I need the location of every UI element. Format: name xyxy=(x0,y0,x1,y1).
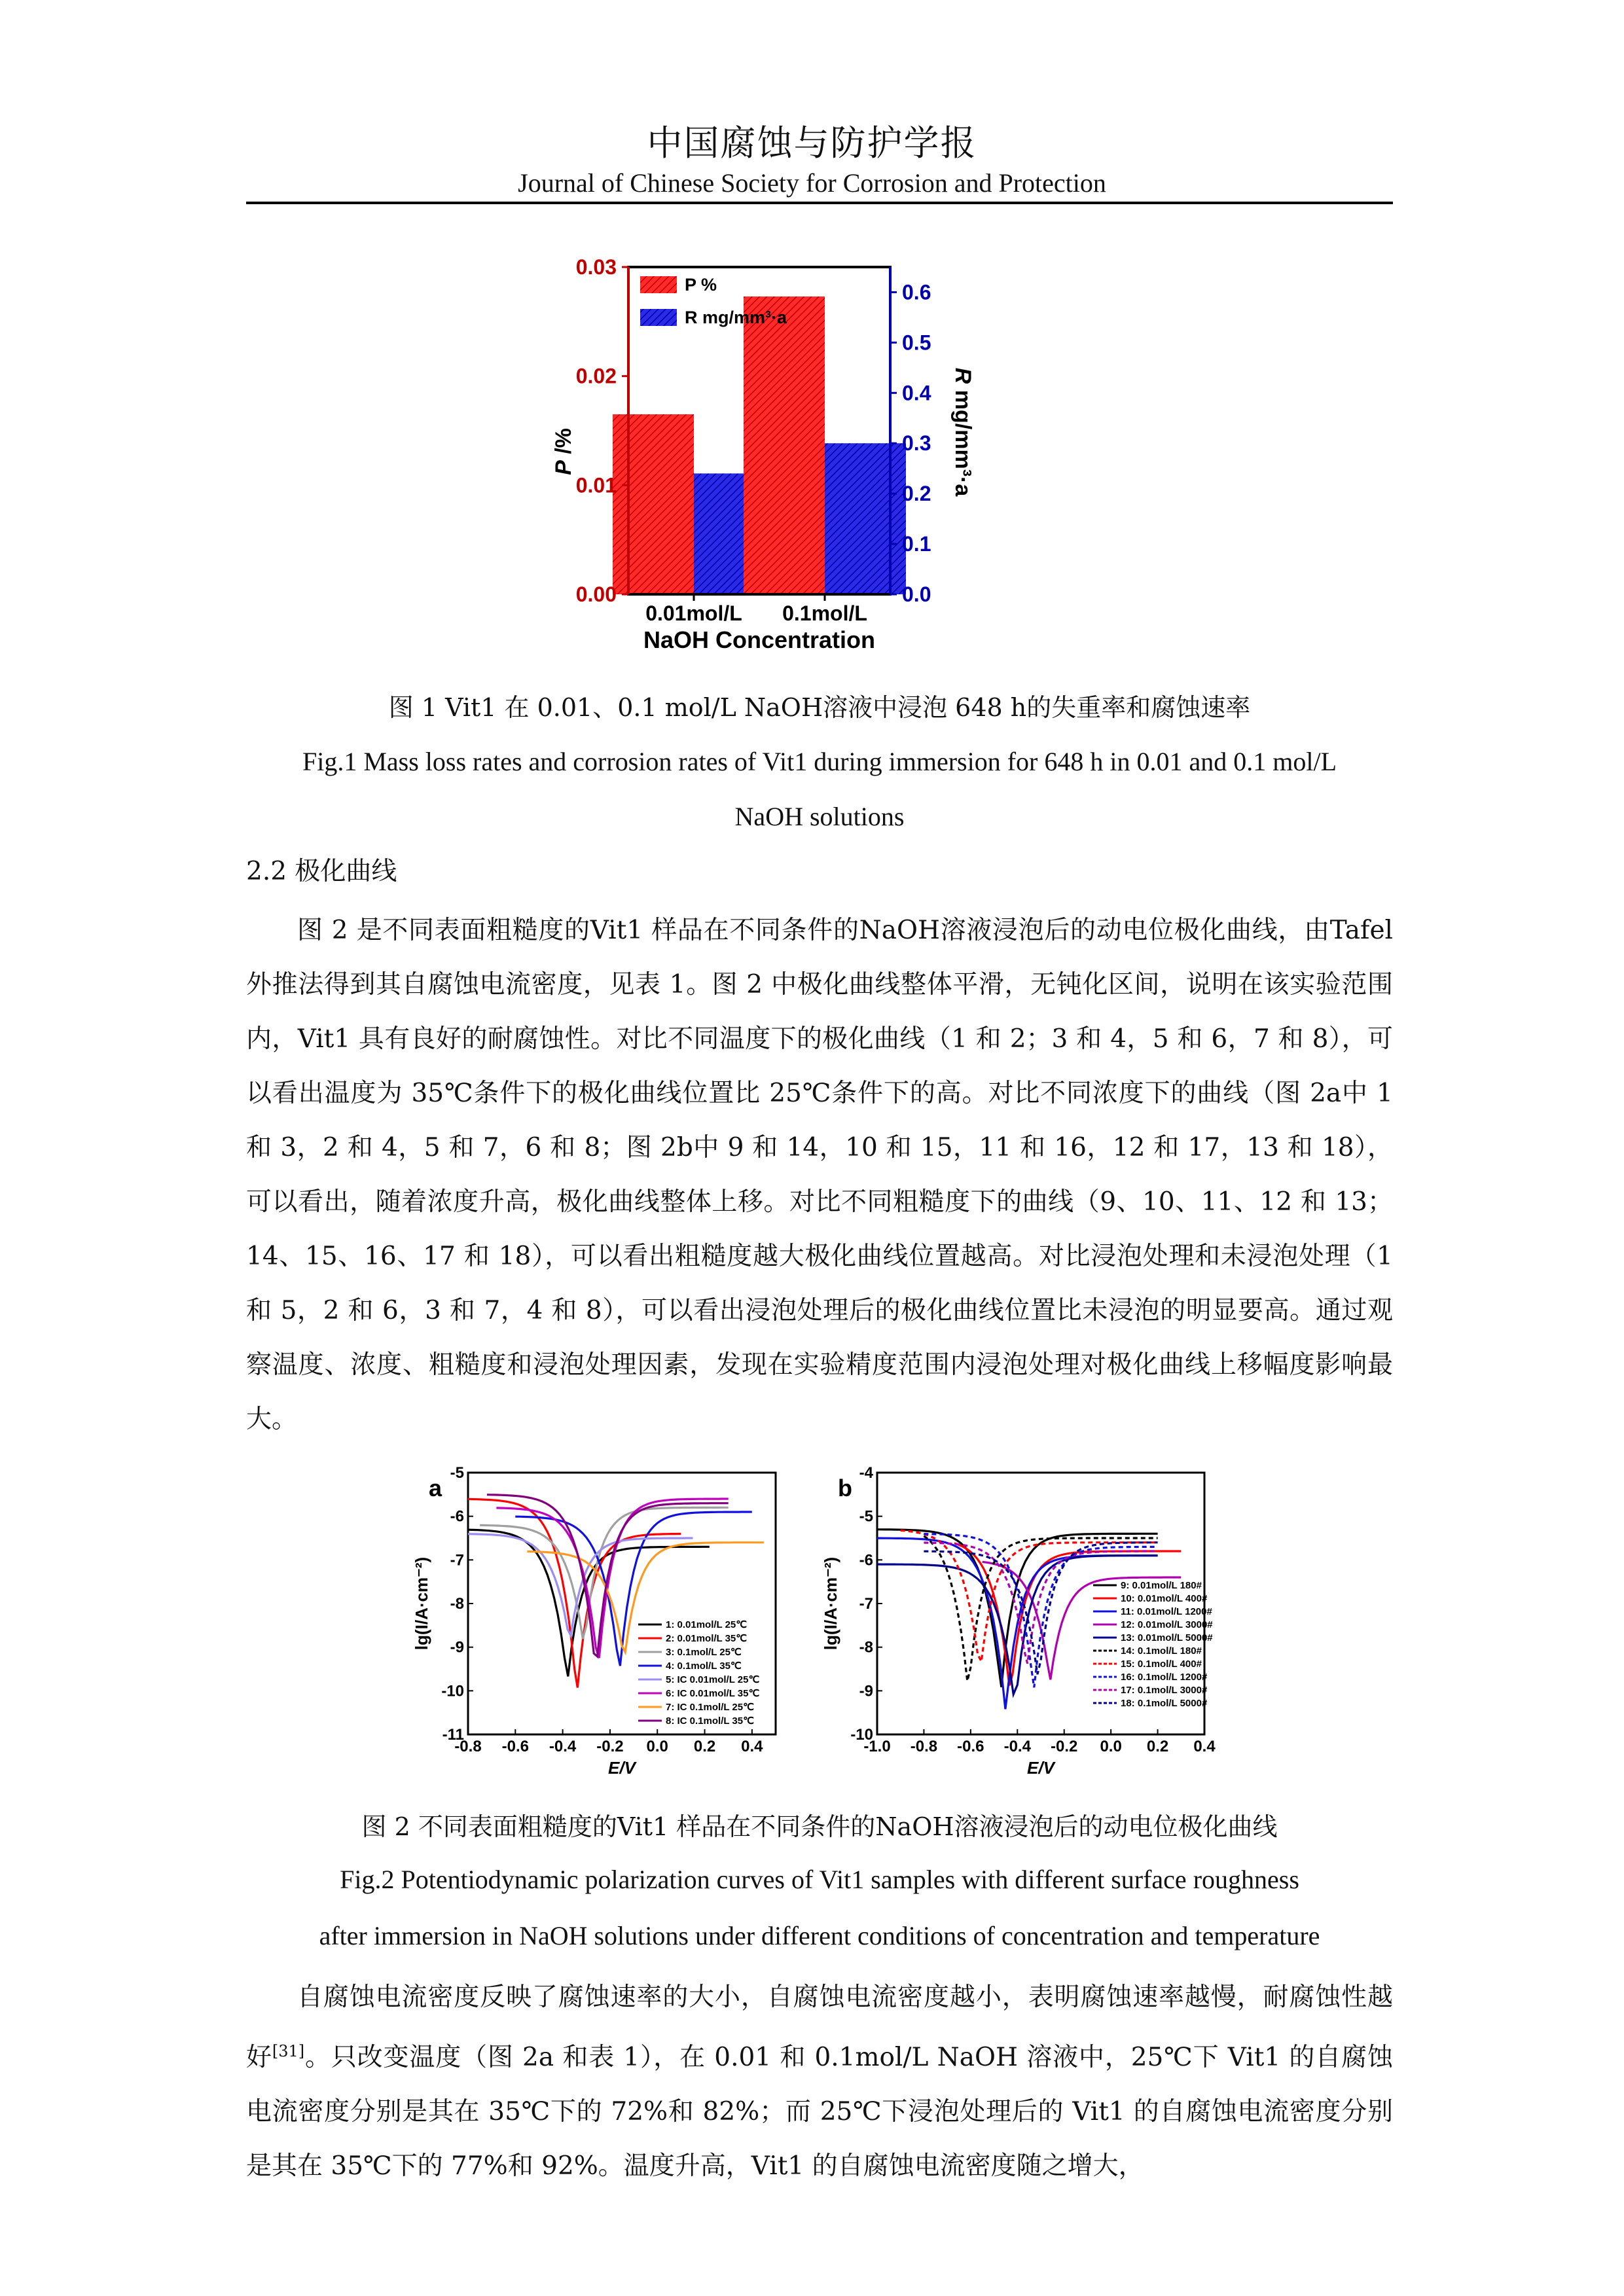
panel-letter: b xyxy=(838,1475,852,1501)
journal-title-cn: 中国腐蚀与防护学报 xyxy=(647,122,977,164)
y-left-tick-3: 0.03 xyxy=(575,255,617,279)
figure2-caption-cn: 图 2 不同表面粗糙度的Vit1 样品在不同条件的NaOH溶液浸泡后的动电位极化曲线 xyxy=(361,1812,1278,1841)
figure2-panel-a xyxy=(406,1460,812,1800)
y-tick-1: -10 xyxy=(441,1682,464,1700)
y-tick-0: -11 xyxy=(442,1726,464,1744)
legend-text-6: 14: 0.1mol/L 180# xyxy=(1121,1645,1202,1657)
legend-swatch-p xyxy=(640,276,677,293)
figure1-caption-cn: 图 1 Vit1 在 0.01、0.1 mol/L NaOH溶液中浸泡 648 h的失重率和腐蚀速率 xyxy=(388,693,1251,722)
y-tick-6: -4 xyxy=(859,1464,873,1482)
legend-text-4: 12: 0.01mol/L 3000# xyxy=(1121,1619,1213,1630)
x-axis-label: E/V xyxy=(1027,1758,1055,1778)
x-tick-1: -0.8 xyxy=(910,1738,938,1755)
bar-r-1 xyxy=(825,443,906,594)
x-tick-0: -1.0 xyxy=(863,1738,891,1755)
curve-8 xyxy=(487,1495,729,1657)
legend-text-7: 15: 0.1mol/L 400# xyxy=(1121,1659,1202,1670)
legend-swatch-r xyxy=(640,309,677,326)
figure1-ylabel-right: R mg/mm³·a xyxy=(950,367,975,497)
y-tick-3: -7 xyxy=(859,1595,873,1613)
x-tick-6: 0.2 xyxy=(1146,1738,1169,1755)
y-left-tick-1: 0.01 xyxy=(575,473,617,497)
x-tick-label-0: 0.01mol/L xyxy=(645,601,742,625)
legend-text-3: 3: 0.1mol/L 25℃ xyxy=(666,1647,742,1658)
y-tick-4: -7 xyxy=(450,1551,464,1570)
y-axis-label: lg(I/A·cm⁻²) xyxy=(821,1556,840,1651)
figure1-caption-en-line2: NaOH solutions xyxy=(734,802,905,831)
y-left-tick-2: 0.02 xyxy=(575,364,617,388)
y-right-tick-3: 0.3 xyxy=(902,431,931,456)
citation-31[interactable]: [31] xyxy=(272,2042,305,2060)
x-tick-2: -0.4 xyxy=(549,1738,577,1755)
x-axis-label: E/V xyxy=(608,1758,636,1778)
x-tick-6: 0.4 xyxy=(741,1738,763,1755)
legend-text-6: 6: IC 0.01mol/L 35℃ xyxy=(666,1688,760,1699)
figure2-panel-b xyxy=(805,1460,1224,1800)
legend-text-8: 16: 0.1mol/L 1200# xyxy=(1121,1672,1208,1683)
paragraph-polarization xyxy=(246,903,1393,1446)
legend-text-8: 8: IC 0.1mol/L 35℃ xyxy=(666,1715,754,1727)
y-tick-5: -6 xyxy=(450,1507,464,1526)
header-rule xyxy=(246,202,1393,204)
x-tick-5: 0.0 xyxy=(1100,1738,1122,1755)
y-tick-1: -9 xyxy=(859,1682,873,1700)
paragraph-2-part2: 。只改变温度（图 2a 和表 1），在 0.01 和 0.1mol/L NaOH 溶液中，25℃下 Vit1 的自腐蚀电流密度分别是其在 35℃下的 72%和 82%；而 25℃下浸泡处理后的 Vit1 的自腐蚀电流密度分别是其在 35℃下的 77%和 92%。温度升高，Vit1 的自腐蚀电流密度随之增大， xyxy=(246,2043,1393,2181)
paragraph-1-text: 图 2 是不同表面粗糙度的Vit1 样品在不同条件的NaOH溶液浸泡后的动电位极化曲线，由Tafel外推法得到其自腐蚀电流密度，见表 1。图 2 中极化曲线整体平滑，无钝化区间，说明在该实验范围内，Vit1 具有良好的耐腐蚀性。对比不同温度下的极化曲线（1 和 2；3 和 4，5 和 6，7 和 8），可以看出温度为 35℃条件下的极化曲线位置比 25℃条件下的高。对比不同浓度下的曲线（图 2a中 1 和 3，2 和 4，5 和 7，6 和 8；图 2b中 9 和 14，10 和 15，11 和 16，12 和 17，13 和 18），可以看出，随着浓度升高，极化曲线整体上移。对比不同粗糙度下的曲线（9、10、11、12 和 13；14、15、16、17 和 18），可以看出粗糙度越大极化曲线位置越高。对比浸泡处理和未浸泡处理（1 和 5，2 和 6，3 和 7，4 和 8），可以看出浸泡处理后的极化曲线位置比未浸泡的明显要高。通过观察温度、浓度、粗糙度和浸泡处理因素，发现在实验精度范围内浸泡处理对极化曲线上移幅度影响最大。 xyxy=(246,916,1393,1434)
x-tick-4: 0.0 xyxy=(646,1738,668,1755)
y-right-tick-2: 0.2 xyxy=(902,482,931,506)
y-left-tick-0: 0.00 xyxy=(575,583,617,606)
x-tick-5: 0.2 xyxy=(693,1738,716,1755)
figure2-caption-en-line1: Fig.2 Potentiodynamic polarization curves of Vit1 samples with different surface roughness xyxy=(340,1865,1299,1894)
figure1-caption-en-line1: Fig.1 Mass loss rates and corrosion rates of Vit1 during immersion for 648 h in 0.01 and 0.1 mol/L xyxy=(302,747,1337,776)
section-title: 2.2 极化曲线 xyxy=(246,857,397,886)
y-right-tick-1: 0.1 xyxy=(902,532,931,556)
legend-text-5: 13: 0.01mol/L 5000# xyxy=(1121,1632,1213,1643)
y-axis-label: lg(I/A·cm⁻²) xyxy=(412,1556,431,1651)
x-tick-3: -0.4 xyxy=(1003,1738,1031,1755)
legend-text-4: 4: 0.1mol/L 35℃ xyxy=(666,1660,742,1672)
y-tick-6: -5 xyxy=(450,1464,464,1482)
paragraph-corrosion-current xyxy=(246,1970,1393,2193)
legend-text-1: 9: 0.01mol/L 180# xyxy=(1121,1580,1202,1591)
y-right-tick-4: 0.4 xyxy=(902,381,931,405)
legend-text-10: 18: 0.1mol/L 5000# xyxy=(1121,1698,1208,1709)
y-right-tick-0: 0.0 xyxy=(902,583,931,606)
figure1-bars xyxy=(613,296,906,594)
figure1-ylabel-left: P /% xyxy=(551,428,576,475)
legend-text-3: 11: 0.01mol/L 1200# xyxy=(1121,1606,1212,1617)
x-tick-7: 0.4 xyxy=(1193,1738,1216,1755)
legend-text-7: 7: IC 0.1mol/L 25℃ xyxy=(666,1702,754,1713)
y-tick-2: -9 xyxy=(450,1638,464,1657)
bar-p-0 xyxy=(613,414,694,594)
paragraph-2-text xyxy=(246,1970,1393,2193)
legend-label-r: R mg/mm³·a xyxy=(685,308,787,327)
x-tick-3: -0.2 xyxy=(596,1738,624,1755)
figure2-caption-en-line2: after immersion in NaOH solutions under different conditions of concentration and temperature xyxy=(319,1921,1320,1950)
legend-text-5: 5: IC 0.01mol/L 25℃ xyxy=(666,1674,760,1685)
x-tick-4: -0.2 xyxy=(1051,1738,1078,1755)
journal-title-en: Journal of Chinese Society for Corrosion and Protection xyxy=(518,168,1106,198)
paragraph-2-part1: 自腐蚀电流密度反映了腐蚀速率的大小，自腐蚀电流密度越小，表明腐蚀速率越慢，耐腐蚀性越好 xyxy=(246,1982,1393,2072)
y-tick-4: -6 xyxy=(859,1551,873,1570)
x-tick-1: -0.6 xyxy=(501,1738,529,1755)
legend-text-1: 1: 0.01mol/L 25℃ xyxy=(666,1619,748,1630)
y-tick-3: -8 xyxy=(450,1595,464,1613)
y-tick-0: -10 xyxy=(850,1726,873,1744)
legend-label-p: P % xyxy=(685,275,717,295)
y-tick-2: -8 xyxy=(859,1638,873,1657)
panel-letter: a xyxy=(429,1475,442,1501)
x-tick-label-1: 0.1mol/L xyxy=(782,601,867,625)
legend-text-2: 10: 0.01mol/L 400# xyxy=(1121,1593,1208,1604)
bar-p-1 xyxy=(744,296,825,594)
curves xyxy=(468,1495,764,1688)
figure1-bar-chart xyxy=(524,236,1113,668)
legend-text-2: 2: 0.01mol/L 35℃ xyxy=(666,1633,748,1644)
x-tick-0: -0.8 xyxy=(454,1738,482,1755)
x-tick-2: -0.6 xyxy=(957,1738,984,1755)
figure1-xlabel: NaOH Concentration xyxy=(643,626,876,653)
y-tick-5: -5 xyxy=(859,1507,873,1526)
y-right-tick-6: 0.6 xyxy=(902,280,931,304)
y-right-tick-5: 0.5 xyxy=(902,331,931,355)
legend-text-9: 17: 0.1mol/L 3000# xyxy=(1121,1685,1208,1696)
